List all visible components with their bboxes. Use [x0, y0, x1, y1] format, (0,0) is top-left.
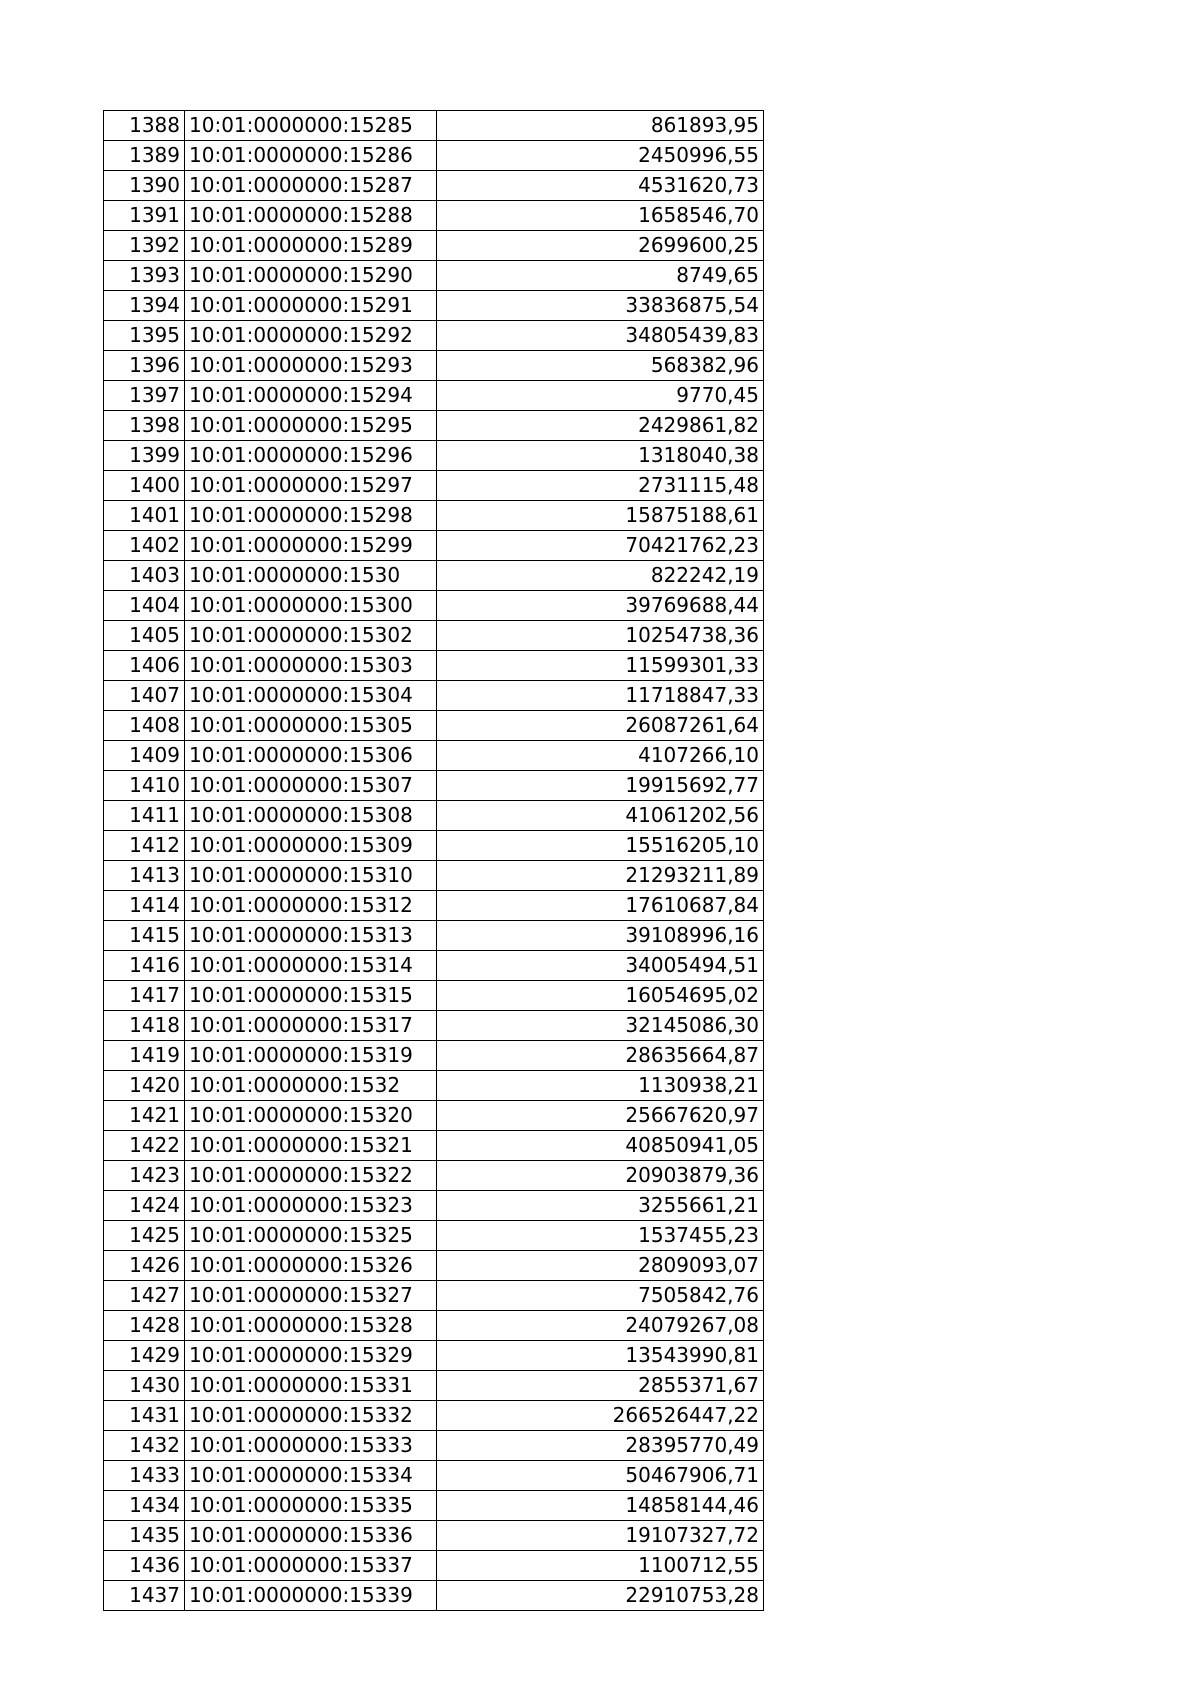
cadastral-value-cell: 41061202,56 [437, 801, 764, 831]
table-row [104, 981, 764, 1011]
cadastral-number-cell: 10:01:0000000:15314 [185, 951, 437, 981]
cadastral-number-cell: 10:01:0000000:15291 [185, 291, 437, 321]
row-number-cell: 1416 [104, 951, 185, 981]
table-row [104, 651, 764, 681]
row-number-cell: 1418 [104, 1011, 185, 1041]
row-number-cell: 1399 [104, 441, 185, 471]
table-row [104, 621, 764, 651]
cadastral-value-cell: 50467906,71 [437, 1461, 764, 1491]
row-number-cell: 1396 [104, 351, 185, 381]
cadastral-number-cell: 10:01:0000000:15297 [185, 471, 437, 501]
table-row [104, 1191, 764, 1221]
cadastral-number-cell: 10:01:0000000:15309 [185, 831, 437, 861]
cadastral-number-cell: 10:01:0000000:1532 [185, 1071, 437, 1101]
cadastral-value-cell: 7505842,76 [437, 1281, 764, 1311]
table-row [104, 1551, 764, 1581]
table-row [104, 291, 764, 321]
cadastral-number-cell: 10:01:0000000:1530 [185, 561, 437, 591]
row-number-cell: 1411 [104, 801, 185, 831]
table-row [104, 1101, 764, 1131]
table-row [104, 1041, 764, 1071]
row-number-cell: 1426 [104, 1251, 185, 1281]
cadastral-value-cell: 32145086,30 [437, 1011, 764, 1041]
cadastral-value-cell: 24079267,08 [437, 1311, 764, 1341]
cadastral-value-cell: 21293211,89 [437, 861, 764, 891]
cadastral-number-cell: 10:01:0000000:15303 [185, 651, 437, 681]
table-row [104, 441, 764, 471]
cadastral-number-cell: 10:01:0000000:15295 [185, 411, 437, 441]
cadastral-value-cell: 2731115,48 [437, 471, 764, 501]
cadastral-number-cell: 10:01:0000000:15300 [185, 591, 437, 621]
table-row [104, 1371, 764, 1401]
table-row [104, 1431, 764, 1461]
cadastral-value-cell: 14858144,46 [437, 1491, 764, 1521]
row-number-cell: 1419 [104, 1041, 185, 1071]
table-row [104, 1161, 764, 1191]
cadastral-number-cell: 10:01:0000000:15319 [185, 1041, 437, 1071]
table-row [104, 531, 764, 561]
cadastral-value-cell: 19107327,72 [437, 1521, 764, 1551]
cadastral-number-cell: 10:01:0000000:15331 [185, 1371, 437, 1401]
cadastral-number-cell: 10:01:0000000:15317 [185, 1011, 437, 1041]
cadastral-number-cell: 10:01:0000000:15289 [185, 231, 437, 261]
cadastral-value-cell: 39769688,44 [437, 591, 764, 621]
cadastral-number-cell: 10:01:0000000:15315 [185, 981, 437, 1011]
cadastral-number-cell: 10:01:0000000:15306 [185, 741, 437, 771]
cadastral-value-cell: 4531620,73 [437, 171, 764, 201]
table-row [104, 141, 764, 171]
table-row [104, 111, 764, 141]
row-number-cell: 1436 [104, 1551, 185, 1581]
table-row [104, 1311, 764, 1341]
row-number-cell: 1393 [104, 261, 185, 291]
cadastral-number-cell: 10:01:0000000:15327 [185, 1281, 437, 1311]
cadastral-number-cell: 10:01:0000000:15290 [185, 261, 437, 291]
cadastral-number-cell: 10:01:0000000:15323 [185, 1191, 437, 1221]
cadastral-value-cell: 26087261,64 [437, 711, 764, 741]
cadastral-number-cell: 10:01:0000000:15307 [185, 771, 437, 801]
table-row [104, 921, 764, 951]
table-row [104, 171, 764, 201]
cadastral-number-cell: 10:01:0000000:15329 [185, 1341, 437, 1371]
cadastral-value-cell: 568382,96 [437, 351, 764, 381]
row-number-cell: 1437 [104, 1581, 185, 1611]
row-number-cell: 1428 [104, 1311, 185, 1341]
cadastral-number-cell: 10:01:0000000:15339 [185, 1581, 437, 1611]
table-row [104, 561, 764, 591]
row-number-cell: 1407 [104, 681, 185, 711]
row-number-cell: 1430 [104, 1371, 185, 1401]
table-row [104, 471, 764, 501]
cadastral-number-cell: 10:01:0000000:15336 [185, 1521, 437, 1551]
row-number-cell: 1398 [104, 411, 185, 441]
table-row [104, 351, 764, 381]
row-number-cell: 1408 [104, 711, 185, 741]
row-number-cell: 1433 [104, 1461, 185, 1491]
row-number-cell: 1388 [104, 111, 185, 141]
table-row [104, 771, 764, 801]
table-row [104, 1011, 764, 1041]
row-number-cell: 1390 [104, 171, 185, 201]
cadastral-value-cell: 822242,19 [437, 561, 764, 591]
cadastral-value-cell: 40850941,05 [437, 1131, 764, 1161]
row-number-cell: 1401 [104, 501, 185, 531]
cadastral-value-cell: 2450996,55 [437, 141, 764, 171]
row-number-cell: 1397 [104, 381, 185, 411]
cadastral-value-cell: 861893,95 [437, 111, 764, 141]
cadastral-number-cell: 10:01:0000000:15333 [185, 1431, 437, 1461]
cadastral-value-cell: 8749,65 [437, 261, 764, 291]
row-number-cell: 1400 [104, 471, 185, 501]
table-row [104, 1521, 764, 1551]
cadastral-value-cell: 1130938,21 [437, 1071, 764, 1101]
row-number-cell: 1410 [104, 771, 185, 801]
cadastral-number-cell: 10:01:0000000:15325 [185, 1221, 437, 1251]
table-row [104, 831, 764, 861]
table-row [104, 1401, 764, 1431]
row-number-cell: 1392 [104, 231, 185, 261]
cadastral-value-cell: 17610687,84 [437, 891, 764, 921]
table-row [104, 1461, 764, 1491]
table-row [104, 891, 764, 921]
cadastral-number-cell: 10:01:0000000:15310 [185, 861, 437, 891]
cadastral-value-cell: 20903879,36 [437, 1161, 764, 1191]
cadastral-number-cell: 10:01:0000000:15332 [185, 1401, 437, 1431]
cadastral-value-cell: 1100712,55 [437, 1551, 764, 1581]
cadastral-value-table [103, 110, 764, 1611]
table-row [104, 1131, 764, 1161]
cadastral-value-cell: 2429861,82 [437, 411, 764, 441]
cadastral-number-cell: 10:01:0000000:15285 [185, 111, 437, 141]
row-number-cell: 1409 [104, 741, 185, 771]
cadastral-value-cell: 15875188,61 [437, 501, 764, 531]
table-row [104, 381, 764, 411]
row-number-cell: 1432 [104, 1431, 185, 1461]
cadastral-number-cell: 10:01:0000000:15326 [185, 1251, 437, 1281]
table-row [104, 411, 764, 441]
table-row [104, 501, 764, 531]
cadastral-value-cell: 19915692,77 [437, 771, 764, 801]
row-number-cell: 1425 [104, 1221, 185, 1251]
cadastral-number-cell: 10:01:0000000:15321 [185, 1131, 437, 1161]
cadastral-number-cell: 10:01:0000000:15328 [185, 1311, 437, 1341]
cadastral-value-cell: 4107266,10 [437, 741, 764, 771]
row-number-cell: 1434 [104, 1491, 185, 1521]
row-number-cell: 1412 [104, 831, 185, 861]
table-row [104, 1491, 764, 1521]
table-row [104, 261, 764, 291]
cadastral-value-cell: 3255661,21 [437, 1191, 764, 1221]
row-number-cell: 1406 [104, 651, 185, 681]
cadastral-number-cell: 10:01:0000000:15294 [185, 381, 437, 411]
row-number-cell: 1414 [104, 891, 185, 921]
cadastral-number-cell: 10:01:0000000:15320 [185, 1101, 437, 1131]
cadastral-number-cell: 10:01:0000000:15296 [185, 441, 437, 471]
table-row [104, 1221, 764, 1251]
cadastral-value-cell: 34005494,51 [437, 951, 764, 981]
row-number-cell: 1417 [104, 981, 185, 1011]
cadastral-value-cell: 34805439,83 [437, 321, 764, 351]
cadastral-value-cell: 1658546,70 [437, 201, 764, 231]
cadastral-value-cell: 2855371,67 [437, 1371, 764, 1401]
table-body [104, 111, 764, 1611]
cadastral-number-cell: 10:01:0000000:15298 [185, 501, 437, 531]
table-row [104, 1251, 764, 1281]
row-number-cell: 1395 [104, 321, 185, 351]
row-number-cell: 1427 [104, 1281, 185, 1311]
row-number-cell: 1435 [104, 1521, 185, 1551]
cadastral-number-cell: 10:01:0000000:15288 [185, 201, 437, 231]
table-row [104, 321, 764, 351]
cadastral-value-cell: 13543990,81 [437, 1341, 764, 1371]
row-number-cell: 1394 [104, 291, 185, 321]
cadastral-value-cell: 16054695,02 [437, 981, 764, 1011]
row-number-cell: 1402 [104, 531, 185, 561]
row-number-cell: 1405 [104, 621, 185, 651]
cadastral-value-cell: 28635664,87 [437, 1041, 764, 1071]
cadastral-number-cell: 10:01:0000000:15293 [185, 351, 437, 381]
table-row [104, 1341, 764, 1371]
cadastral-value-cell: 70421762,23 [437, 531, 764, 561]
cadastral-number-cell: 10:01:0000000:15334 [185, 1461, 437, 1491]
cadastral-value-cell: 15516205,10 [437, 831, 764, 861]
cadastral-number-cell: 10:01:0000000:15313 [185, 921, 437, 951]
cadastral-value-cell: 11599301,33 [437, 651, 764, 681]
cadastral-number-cell: 10:01:0000000:15292 [185, 321, 437, 351]
cadastral-value-cell: 39108996,16 [437, 921, 764, 951]
row-number-cell: 1420 [104, 1071, 185, 1101]
table-row [104, 681, 764, 711]
cadastral-value-cell: 2809093,07 [437, 1251, 764, 1281]
cadastral-value-cell: 22910753,28 [437, 1581, 764, 1611]
row-number-cell: 1404 [104, 591, 185, 621]
table-row [104, 201, 764, 231]
table-row [104, 1281, 764, 1311]
table-row [104, 741, 764, 771]
table-row [104, 231, 764, 261]
cadastral-number-cell: 10:01:0000000:15302 [185, 621, 437, 651]
row-number-cell: 1431 [104, 1401, 185, 1431]
cadastral-value-cell: 1318040,38 [437, 441, 764, 471]
row-number-cell: 1403 [104, 561, 185, 591]
table-row [104, 861, 764, 891]
row-number-cell: 1391 [104, 201, 185, 231]
table-row [104, 801, 764, 831]
cadastral-value-cell: 25667620,97 [437, 1101, 764, 1131]
row-number-cell: 1421 [104, 1101, 185, 1131]
table-row [104, 951, 764, 981]
cadastral-number-cell: 10:01:0000000:15287 [185, 171, 437, 201]
cadastral-number-cell: 10:01:0000000:15305 [185, 711, 437, 741]
cadastral-number-cell: 10:01:0000000:15335 [185, 1491, 437, 1521]
row-number-cell: 1413 [104, 861, 185, 891]
cadastral-value-cell: 33836875,54 [437, 291, 764, 321]
cadastral-number-cell: 10:01:0000000:15299 [185, 531, 437, 561]
cadastral-value-cell: 2699600,25 [437, 231, 764, 261]
cadastral-number-cell: 10:01:0000000:15312 [185, 891, 437, 921]
cadastral-number-cell: 10:01:0000000:15304 [185, 681, 437, 711]
cadastral-value-cell: 266526447,22 [437, 1401, 764, 1431]
cadastral-value-cell: 11718847,33 [437, 681, 764, 711]
cadastral-value-cell: 28395770,49 [437, 1431, 764, 1461]
row-number-cell: 1389 [104, 141, 185, 171]
table-row [104, 711, 764, 741]
cadastral-number-cell: 10:01:0000000:15337 [185, 1551, 437, 1581]
cadastral-value-cell: 10254738,36 [437, 621, 764, 651]
table-row [104, 591, 764, 621]
table-row [104, 1071, 764, 1101]
cadastral-number-cell: 10:01:0000000:15286 [185, 141, 437, 171]
row-number-cell: 1415 [104, 921, 185, 951]
row-number-cell: 1429 [104, 1341, 185, 1371]
cadastral-number-cell: 10:01:0000000:15308 [185, 801, 437, 831]
cadastral-value-cell: 9770,45 [437, 381, 764, 411]
table-row [104, 1581, 764, 1611]
row-number-cell: 1423 [104, 1161, 185, 1191]
cadastral-value-cell: 1537455,23 [437, 1221, 764, 1251]
row-number-cell: 1424 [104, 1191, 185, 1221]
row-number-cell: 1422 [104, 1131, 185, 1161]
cadastral-number-cell: 10:01:0000000:15322 [185, 1161, 437, 1191]
